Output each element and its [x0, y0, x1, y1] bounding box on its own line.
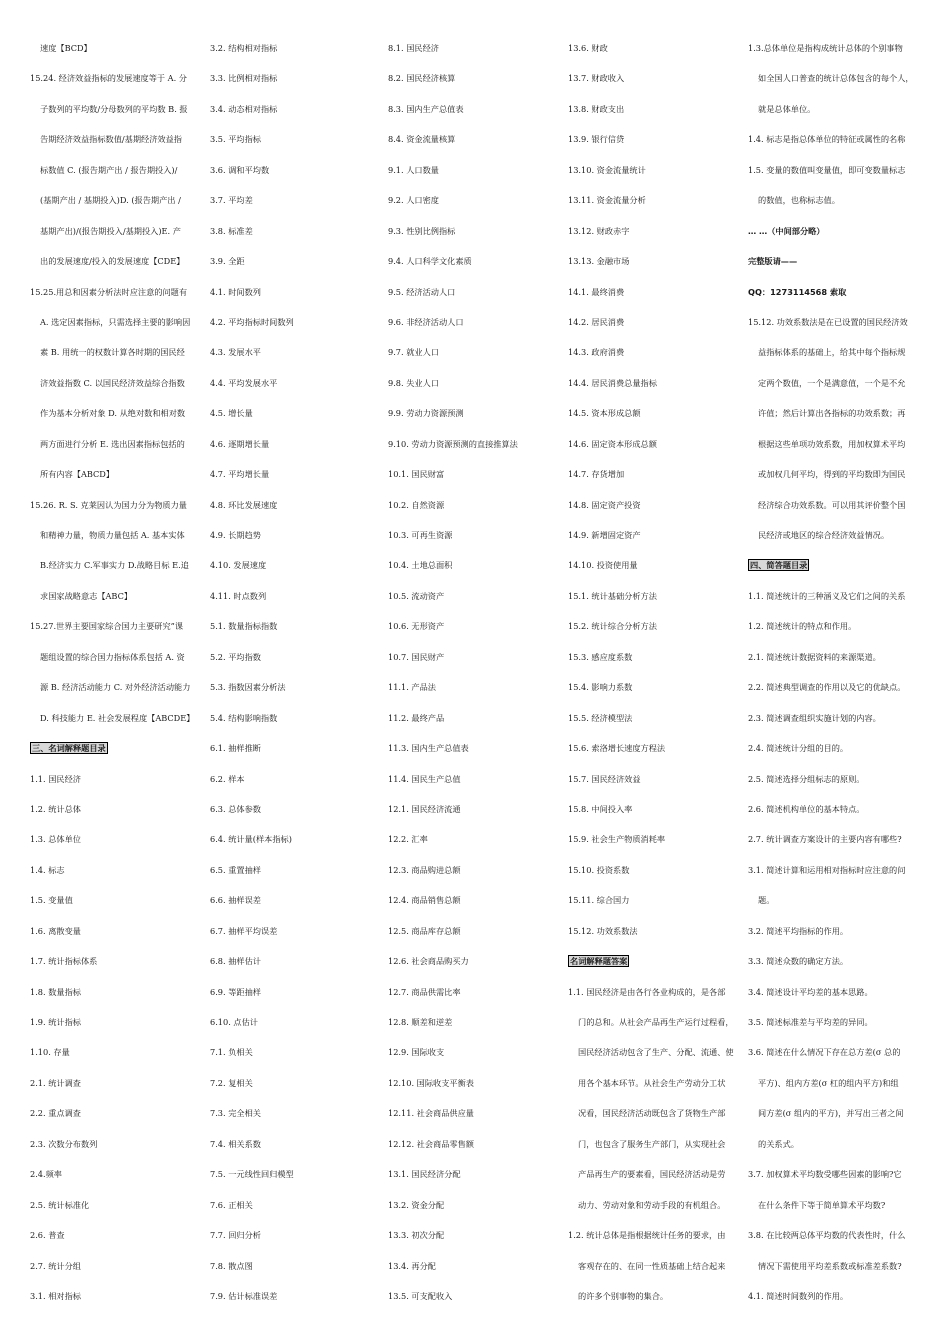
text-line: 4.5. 增长量 — [210, 408, 253, 419]
text-line: 14.4. 居民消费总量指标 — [568, 377, 657, 388]
section-heading — [568, 946, 742, 976]
text-line: 14.7. 存货增加 — [568, 469, 625, 480]
text-line: 13.6. 财政 — [568, 43, 608, 53]
text-line: 15.11. 综合国力 — [568, 895, 630, 906]
text-line: 15.25.用总和因素分析法时应注意的问题有 — [30, 286, 188, 297]
text-line: 告期经济效益指标数值/基期经济效益指 — [40, 134, 182, 145]
text-line: 2.3. 简述调查组织实施计划的内容。 — [748, 712, 881, 723]
text-line: 情况下需使用平均差系数或标准差系数? — [758, 1260, 902, 1271]
text-line: 1.3. 总体单位 — [30, 834, 81, 845]
text-line: 15.8. 中间投入率 — [568, 803, 633, 814]
text-line: 12.9. 国际收支 — [388, 1047, 445, 1058]
text-line: 13.10. 资金流量统计 — [568, 164, 646, 175]
text-line: 6.6. 抽样误差 — [210, 895, 261, 906]
text-line: 10.5. 流动资产 — [388, 590, 445, 601]
text-line: 如全国人口普查的统计总体包含的每个人， — [758, 73, 914, 84]
text-line: 1.4. 标志 — [30, 864, 65, 875]
text-line: 14.5. 资本形成总额 — [568, 408, 641, 419]
text-line: 子数列的平均数/分母数列的平均数 B. 报 — [40, 103, 188, 114]
text-line: 13.4. 再分配 — [388, 1260, 436, 1271]
text-line: 1.2. 统计总体 — [30, 803, 81, 814]
text-line: 13.7. 财政收入 — [568, 73, 625, 84]
text-line: 6.9. 等距抽样 — [210, 986, 261, 997]
text-line: 7.6. 正相关 — [210, 1199, 253, 1210]
column-2 — [210, 33, 382, 1311]
text-line: 9.5. 经济活动人口 — [388, 286, 456, 297]
text-line: 6.1. 抽样推断 — [210, 743, 261, 754]
text-line: 15.1. 统计基础分析方法 — [568, 590, 657, 601]
text-line: 4.11. 时点数列 — [210, 590, 267, 601]
text-line: 间方差(σ 组内的平方)，并写出三者之间 — [758, 1108, 904, 1119]
text-line: 平方)、组内方差(σ 杠的组内平方)和组 — [758, 1077, 899, 1088]
text-line: 3.7. 平均差 — [210, 195, 253, 206]
text-line: 7.8. 散点图 — [210, 1260, 253, 1271]
text-line: 13.3. 初次分配 — [388, 1230, 445, 1241]
text-line: 1.1. 国民经济是由各行各业构成的，是各部 — [568, 986, 726, 997]
text-line: 7.3. 完全相关 — [210, 1108, 261, 1119]
text-line: 7.2. 复相关 — [210, 1077, 253, 1088]
text-line: 根据这些单项功效系数，用加权算术平均 — [758, 438, 906, 449]
text-line: 2.2. 重点调查 — [30, 1108, 81, 1119]
text-line: 速度【BCD】 — [40, 43, 92, 53]
text-line: 9.7. 就业人口 — [388, 347, 439, 358]
text-line: 10.7. 国民财产 — [388, 651, 445, 662]
text-line: 2.4.频率 — [30, 1169, 62, 1180]
text-line: 7.1. 负相关 — [210, 1047, 253, 1058]
text-line: 13.9. 银行信贷 — [568, 134, 625, 145]
text-line: 国民经济活动包含了生产、分配、流通、使 — [578, 1047, 734, 1058]
text-line: 3.4. 简述设计平均差的基本思路。 — [748, 986, 873, 997]
text-line: 3.6. 调和平均数 — [210, 164, 270, 175]
text-line: 素 B. 用统一的权数计算各时期的国民经 — [40, 347, 185, 358]
text-line: 13.2. 资金分配 — [388, 1199, 445, 1210]
text-line: 4.3. 发展水平 — [210, 347, 261, 358]
text-line: 1.1. 简述统计的三种涵义及它们之间的关系 — [748, 590, 906, 601]
text-line: 10.2. 自然资源 — [388, 499, 445, 510]
text-line: 3.9. 全距 — [210, 256, 245, 267]
text-line: 出的发展速度/投入的发展速度【CDE】 — [40, 256, 185, 267]
text-line: 8.2. 国民经济核算 — [388, 73, 456, 84]
text-line: 15.24. 经济效益指标的发展速度等于 A. 分 — [30, 73, 187, 84]
text-line: 2.6. 普查 — [30, 1230, 65, 1241]
text-line: A. 选定因素指标，只需选择主要的影响因 — [40, 316, 191, 327]
text-line: 3.8. 标准差 — [210, 225, 253, 236]
text-line: 15.7. 国民经济效益 — [568, 773, 641, 784]
text-line: 1.9. 统计指标 — [30, 1017, 81, 1027]
text-line: QQ：1273114568 索取 — [748, 286, 847, 297]
text-line: 完整版请—— — [748, 256, 798, 267]
text-line: 12.12. 社会商品零售额 — [388, 1138, 474, 1149]
text-line: 作为基本分析对象 D. 从绝对数和相对数 — [40, 408, 186, 419]
text-line: 2.1. 统计调查 — [30, 1077, 81, 1088]
text-line: 14.6. 固定资本形成总额 — [568, 438, 657, 449]
text-line: 用各个基本环节。从社会生产劳动分工状 — [578, 1077, 726, 1088]
text-line: 题。 — [758, 895, 775, 906]
text-line: 10.6. 无形资产 — [388, 621, 445, 632]
text-line: 4.1. 简述时间数列的作用。 — [748, 1290, 849, 1301]
text-line: 3.3. 比例相对指标 — [210, 73, 278, 84]
text-line: 14.3. 政府消费 — [568, 347, 625, 358]
text-line: 13.13. 金融市场 — [568, 256, 630, 267]
text-line: 3.8. 在比较两总体平均数的代表性时，什么 — [748, 1230, 906, 1241]
text-line: 6.7. 抽样平均误差 — [210, 925, 278, 936]
text-line: 1.1. 国民经济 — [30, 773, 81, 784]
text-line: 4.1. 时间数列 — [210, 286, 261, 297]
text-line: 3.1. 简述计算和运用相对指标时应注意的问 — [748, 864, 906, 875]
text-line: 5.2. 平均指数 — [210, 651, 261, 662]
text-line: 基期产出)/(报告期投入/基期投入)E. 产 — [40, 225, 181, 236]
text-line: 3.6. 简述在什么情况下存在总方差(σ 总的 — [748, 1047, 901, 1058]
text-line: 7.4. 相关系数 — [210, 1138, 261, 1149]
text-line: 求国家战略意志【ABC】 — [40, 590, 133, 601]
text-line: 定两个数值，一个是满意值，一个是不允 — [758, 377, 906, 388]
text-line: 15.26. R. S. 克莱因认为国力分为物质力量 — [30, 499, 187, 510]
text-line: 3.3. 简述众数的确定方法。 — [748, 956, 849, 967]
text-line: 9.9. 劳动力资源预测 — [388, 408, 464, 419]
text-line: 3.7. 加权算术平均数受哪些因素的影响?它 — [748, 1169, 902, 1180]
text-line: 11.4. 国民生产总值 — [388, 773, 461, 784]
text-line: 所有内容【ABCD】 — [40, 469, 115, 480]
text-line: 7.7. 回归分析 — [210, 1230, 261, 1241]
text-line: 5.3. 指数因素分析法 — [210, 682, 286, 693]
text-line: 15.9. 社会生产物质消耗率 — [568, 834, 666, 845]
text-line: 2.7. 统计调查方案设计的主要内容有哪些? — [748, 834, 902, 845]
text-line: 9.10. 劳动力资源预测的直接推算法 — [388, 438, 518, 449]
text-line: 12.6. 社会商品购买力 — [388, 956, 469, 967]
text-line: 15.3. 感应度系数 — [568, 651, 633, 662]
text-line: 9.8. 失业人口 — [388, 377, 439, 388]
text-line: 10.4. 土地总面积 — [388, 560, 453, 571]
text-line: 或加权几何平均，得到的平均数即为国民 — [758, 469, 906, 480]
document-page — [30, 33, 930, 1323]
text-line: 12.8. 顺差和逆差 — [388, 1017, 453, 1027]
text-line: 3.4. 动态相对指标 — [210, 103, 278, 114]
section-heading — [30, 733, 204, 763]
text-line: 2.7. 统计分组 — [30, 1260, 81, 1271]
text-line: 4.8. 环比发展速度 — [210, 499, 278, 510]
text-line: 14.8. 固定资产投资 — [568, 499, 641, 510]
text-line: 12.5. 商品库存总额 — [388, 925, 461, 936]
text-line: 3.5. 平均指标 — [210, 134, 261, 145]
column-3 — [388, 33, 562, 1311]
text-line: 9.3. 性别比例指标 — [388, 225, 456, 236]
text-line: 15.2. 统计综合分析方法 — [568, 621, 657, 632]
text-line: 3.2. 结构相对指标 — [210, 43, 278, 53]
text-line: 6.3. 总体参数 — [210, 803, 261, 814]
section-heading-label: 四、简答题目录 — [750, 560, 808, 571]
text-line: 15.12. 功效系数法 — [568, 925, 638, 936]
text-line: 门的总和。从社会产品再生产运行过程看， — [578, 1017, 734, 1027]
column-4 — [568, 33, 742, 1311]
text-line: 动力、劳动对象和劳动手段的有机组合。 — [578, 1199, 726, 1210]
text-line: 10.1. 国民财富 — [388, 469, 445, 480]
text-line: 2.1. 简述统计数据资料的来源渠道。 — [748, 651, 881, 662]
text-line: 6.2. 样本 — [210, 773, 245, 784]
text-line: 益指标体系的基础上，给其中每个指标规 — [758, 347, 906, 358]
text-line: 1.5. 变量的数值叫变量值，即可变数量标志 — [748, 164, 906, 175]
text-line: 7.5. 一元线性回归模型 — [210, 1169, 294, 1180]
text-line: 12.4. 商品销售总额 — [388, 895, 461, 906]
text-line: 11.1. 产品法 — [388, 682, 436, 693]
text-line: 1.5. 变量值 — [30, 895, 73, 906]
text-line: 1.2. 统计总体是指根据统计任务的要求，由 — [568, 1230, 726, 1241]
text-line: 1.6. 离散变量 — [30, 925, 81, 936]
text-line: 1.10. 存量 — [30, 1047, 70, 1058]
text-line: 5.1. 数量指标指数 — [210, 621, 278, 632]
text-line: 就是总体单位。 — [758, 103, 816, 114]
text-line: 4.2. 平均指标时间数列 — [210, 316, 294, 327]
text-line: 3.5. 简述标准差与平均差的异同。 — [748, 1017, 873, 1027]
text-line: 12.2. 汇率 — [388, 834, 428, 845]
text-line: B.经济实力 C.军事实力 D.战略目标 E.追 — [40, 560, 189, 571]
text-line: 1.4. 标志是指总体单位的特征或属性的名称 — [748, 134, 906, 145]
text-line: 和精神力量，物质力量包括 A. 基本实体 — [40, 530, 185, 540]
text-line: 2.5. 统计标准化 — [30, 1199, 90, 1210]
text-line: 1.7. 统计指标体系 — [30, 956, 98, 967]
text-line: 4.6. 逐期增长量 — [210, 438, 270, 449]
text-line: 11.3. 国内生产总值表 — [388, 743, 469, 754]
text-line: 2.6. 简述机构单位的基本特点。 — [748, 803, 865, 814]
text-line: 的许多个别事物的集合。 — [578, 1290, 669, 1301]
text-line: 14.10. 投资使用量 — [568, 560, 638, 571]
text-line: 8.4. 资金流量核算 — [388, 134, 456, 145]
text-line: 13.8. 财政支出 — [568, 103, 625, 114]
text-line: 2.5. 简述选择分组标志的原则。 — [748, 773, 865, 784]
text-line: 况看，国民经济活动既包含了货物生产部 — [578, 1108, 726, 1119]
text-line: 在什么条件下等于简单算术平均数? — [758, 1199, 886, 1210]
text-line: 14.1. 最终消费 — [568, 286, 625, 297]
text-line: 12.11. 社会商品供应量 — [388, 1108, 474, 1119]
text-line: (基期产出 / 基期投入)D. (报告期产出 / — [40, 195, 181, 206]
text-line: 2.4. 简述统计分组的目的。 — [748, 743, 849, 754]
column-5 — [748, 33, 930, 1311]
text-line: 4.10. 发展速度 — [210, 560, 267, 571]
text-line: 15.10. 投资系数 — [568, 864, 630, 875]
text-line: 15.27.世界主要国家综合国力主要研究”课 — [30, 621, 184, 632]
text-line: … …（中间部分略） — [748, 225, 825, 236]
text-line: 济效益指数 C. 以国民经济效益综合指数 — [40, 377, 185, 388]
text-line: 10.3. 可再生资源 — [388, 530, 453, 540]
text-line: 8.3. 国内生产总值表 — [388, 103, 464, 114]
text-line: 2.2. 简述典型调查的作用以及它的优缺点。 — [748, 682, 906, 693]
text-line: 12.10. 国际收支平衡表 — [388, 1077, 474, 1088]
text-line: 14.2. 居民消费 — [568, 316, 625, 327]
text-line: 13.1. 国民经济分配 — [388, 1169, 461, 1180]
text-line: 14.9. 新增固定资产 — [568, 530, 641, 540]
text-line: 门，也包含了服务生产部门，从实现社会 — [578, 1138, 726, 1149]
text-line: 12.7. 商品供需比率 — [388, 986, 461, 997]
text-line: 产品再生产的要素看，国民经济活动是劳 — [578, 1169, 726, 1180]
text-line: 客观存在的、在同一性质基础上结合起来 — [578, 1260, 726, 1271]
text-line: 9.2. 人口密度 — [388, 195, 439, 206]
text-line: 4.4. 平均发展水平 — [210, 377, 278, 388]
text-line: 6.5. 重置抽样 — [210, 864, 261, 875]
text-line: 7.9. 估计标准误差 — [210, 1290, 278, 1301]
text-line: 9.1. 人口数量 — [388, 164, 439, 175]
text-line: 许值；然后计算出各指标的功效系数；再 — [758, 408, 906, 419]
text-line: 15.6. 索洛增长速度方程法 — [568, 743, 666, 754]
text-line: 6.10. 点估计 — [210, 1017, 258, 1027]
text-line: 12.1. 国民经济流通 — [388, 803, 461, 814]
text-line: 题组设置的综合国力指标体系包括 A. 资 — [40, 651, 185, 662]
text-line: 4.9. 长期趋势 — [210, 530, 261, 540]
text-line: 13.11. 资金流量分析 — [568, 195, 646, 206]
text-line: 9.6. 非经济活动人口 — [388, 316, 464, 327]
text-line: 1.2. 简述统计的特点和作用。 — [748, 621, 857, 632]
text-line: 的关系式。 — [758, 1138, 799, 1149]
text-line: 15.5. 经济模型法 — [568, 712, 633, 723]
text-line: 5.4. 结构影响指数 — [210, 712, 278, 723]
text-line: 15.4. 影响力系数 — [568, 682, 633, 693]
text-line: 民经济或地区的综合经济效益情况。 — [758, 530, 890, 540]
text-line: 源 B. 经济活动能力 C. 对外经济活动能力 — [40, 682, 191, 693]
text-line: 1.8. 数量指标 — [30, 986, 81, 997]
text-line: 1.3.总体单位是指构成统计总体的个别事物 — [748, 43, 903, 53]
text-line: 4.7. 平均增长量 — [210, 469, 270, 480]
text-line: 6.4. 统计量(样本指标) — [210, 834, 292, 845]
text-line: 标数值 C. (报告期产出 / 报告期投入)/ — [40, 164, 178, 175]
section-heading-label: 三、名词解释题目录 — [32, 743, 106, 754]
text-line: 11.2. 最终产品 — [388, 712, 445, 723]
text-line: 8.1. 国民经济 — [388, 43, 439, 53]
text-line: 3.1. 相对指标 — [30, 1290, 81, 1301]
text-line: 15.12. 功效系数法是在已设置的国民经济效 — [748, 316, 908, 327]
text-line: 6.8. 抽样估计 — [210, 956, 261, 967]
text-line: 12.3. 商品购进总额 — [388, 864, 461, 875]
text-line: 两方面进行分析 E. 选出因素指标包括的 — [40, 438, 185, 449]
text-line: 13.5. 可支配收入 — [388, 1290, 453, 1301]
section-heading-label: 名词解释题答案 — [570, 956, 628, 967]
text-line: 的数值，也称标志值。 — [758, 195, 840, 206]
text-line: 13.12. 财政赤字 — [568, 225, 630, 236]
section-heading — [748, 550, 930, 580]
text-line: 经济综合功效系数。可以用其评价整个国 — [758, 499, 906, 510]
text-line: 9.4. 人口科学文化素质 — [388, 256, 472, 267]
text-line: D. 科技能力 E. 社会发展程度【ABCDE】 — [40, 712, 195, 723]
text-line: 2.3. 次数分布数列 — [30, 1138, 98, 1149]
column-1 — [30, 33, 204, 1311]
text-line: 3.2. 简述平均指标的作用。 — [748, 925, 849, 936]
